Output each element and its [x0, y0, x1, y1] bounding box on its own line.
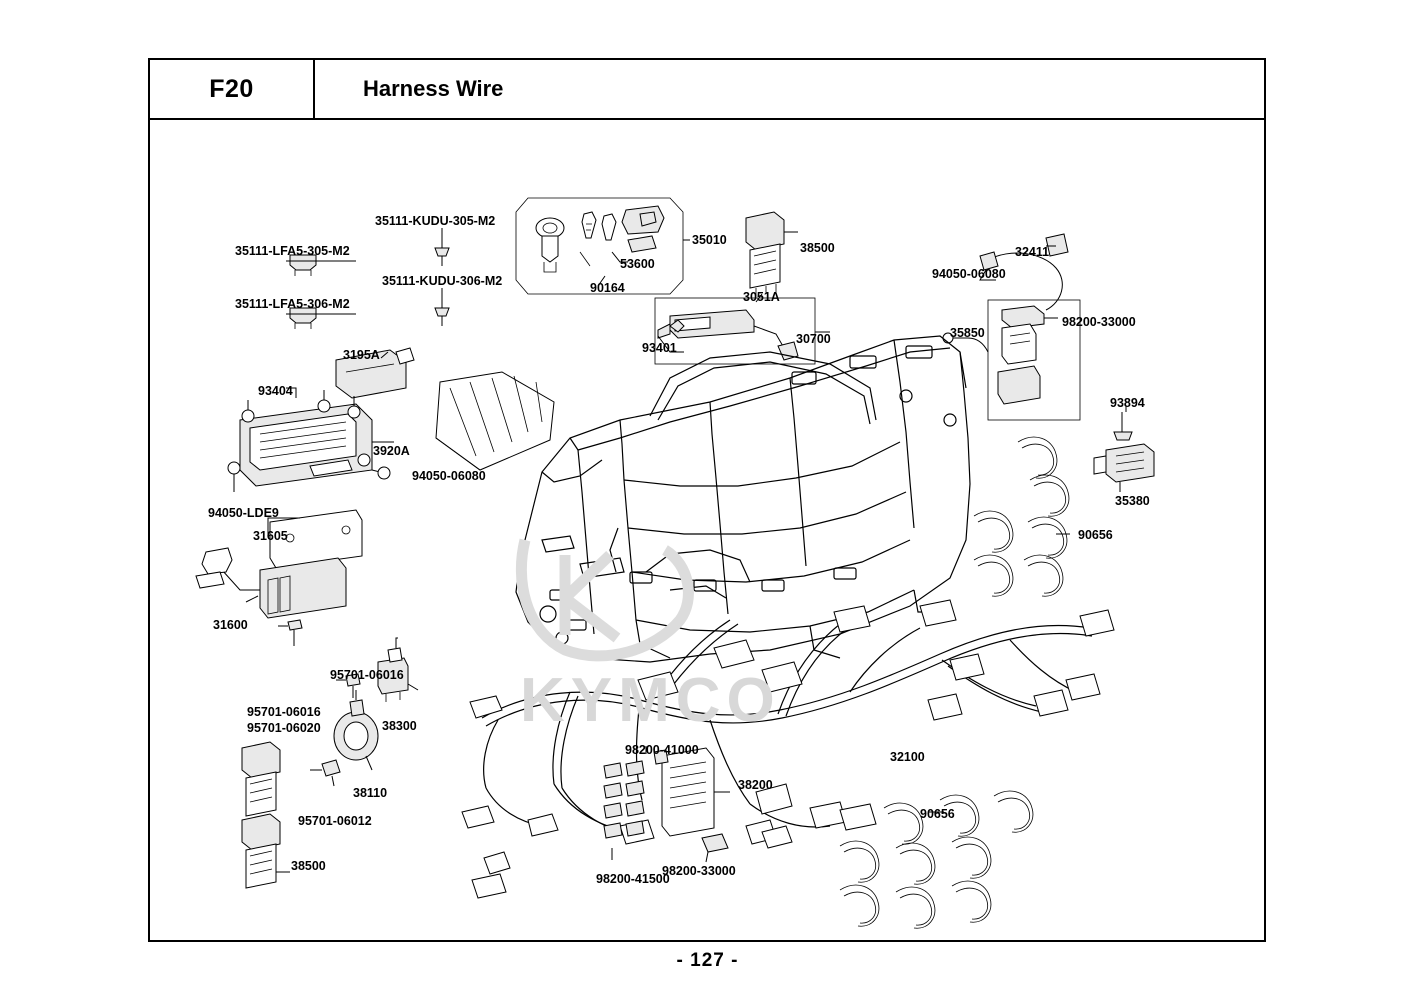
part-air-duct: [436, 372, 554, 470]
callout-label: 38110: [353, 786, 388, 800]
section-code: F20: [209, 74, 254, 103]
callout-label: 90656: [1078, 528, 1113, 542]
callout-label: 32411: [1015, 245, 1050, 259]
title-bar: [150, 60, 1264, 120]
callout-label: 32100: [890, 750, 925, 764]
callout-label: 93401: [642, 341, 677, 355]
callout-label: 90656: [920, 807, 955, 821]
callout-label: 94050-06080: [932, 267, 1006, 281]
callout-label: 35850: [950, 326, 985, 340]
callout-label: 94050-06080: [412, 469, 486, 483]
section-code-cell: [150, 60, 315, 118]
callout-label: 93894: [1110, 396, 1145, 410]
part-94050-06080-bolt-left: [378, 467, 390, 479]
callout-label: 35380: [1115, 494, 1150, 508]
part-3920A-group: [228, 390, 372, 486]
part-38500-bottom: [242, 742, 280, 888]
part-90656-clamps-upper: [974, 437, 1069, 596]
part-38110-horn: [334, 690, 378, 760]
callout-label: 35111-LFA5-306-M2: [235, 297, 350, 311]
callout-label: 38500: [800, 241, 835, 255]
callout-label: 38300: [382, 719, 417, 733]
callout-label: 98200-41500: [596, 872, 670, 886]
page-number: - 127 -: [676, 950, 739, 971]
callout-label: 98200-33000: [1062, 315, 1136, 329]
callout-label: 3920A: [373, 444, 410, 458]
drawing-sheet: [148, 58, 1266, 942]
diagram-canvas: [150, 120, 1264, 942]
callout-label: 95701-06016: [330, 668, 404, 682]
callout-label: 95701-06012: [298, 814, 372, 828]
part-38500-top: [746, 212, 784, 296]
part-31600-group: [196, 510, 362, 618]
part-38200-group: [654, 748, 714, 836]
callout-label: 31600: [213, 618, 248, 632]
harness-connectors: [462, 600, 1114, 898]
callout-label: 35111-KUDU-306-M2: [382, 274, 503, 288]
part-35380-group: [1094, 412, 1154, 482]
callout-label: 30700: [796, 332, 831, 346]
callout-label: 94050-LDE9: [208, 506, 279, 520]
frame-assembly: [516, 336, 970, 662]
callout-label: 3051A: [743, 290, 780, 304]
part-35850-group: [943, 300, 1080, 420]
callout-label: 38200: [738, 778, 773, 792]
callout-label: 35111-LFA5-305-M2: [235, 244, 350, 258]
callout-label: 95701-06020: [247, 721, 321, 735]
sheet-title: Harness Wire: [363, 76, 504, 101]
callout-label: 95701-06016: [247, 705, 321, 719]
callout-label: 35010: [692, 233, 727, 247]
callout-label: 53600: [620, 257, 655, 271]
callout-label: 90164: [590, 281, 625, 295]
callout-label: 98200-33000: [662, 864, 736, 878]
callout-label: 38500: [291, 859, 326, 873]
callout-label: 98200-41000: [625, 743, 699, 757]
kymco-text-watermark: KYMCO: [520, 666, 781, 735]
callout-label: 93404: [258, 384, 293, 398]
callout-label: 31605: [253, 529, 288, 543]
callout-label: 35111-KUDU-305-M2: [375, 214, 496, 228]
part-98200-33000-bottom: [702, 834, 728, 862]
part-35010-group: [516, 198, 683, 294]
part-95701-bolts: [288, 620, 360, 786]
callout-label: 3195A: [343, 348, 380, 362]
